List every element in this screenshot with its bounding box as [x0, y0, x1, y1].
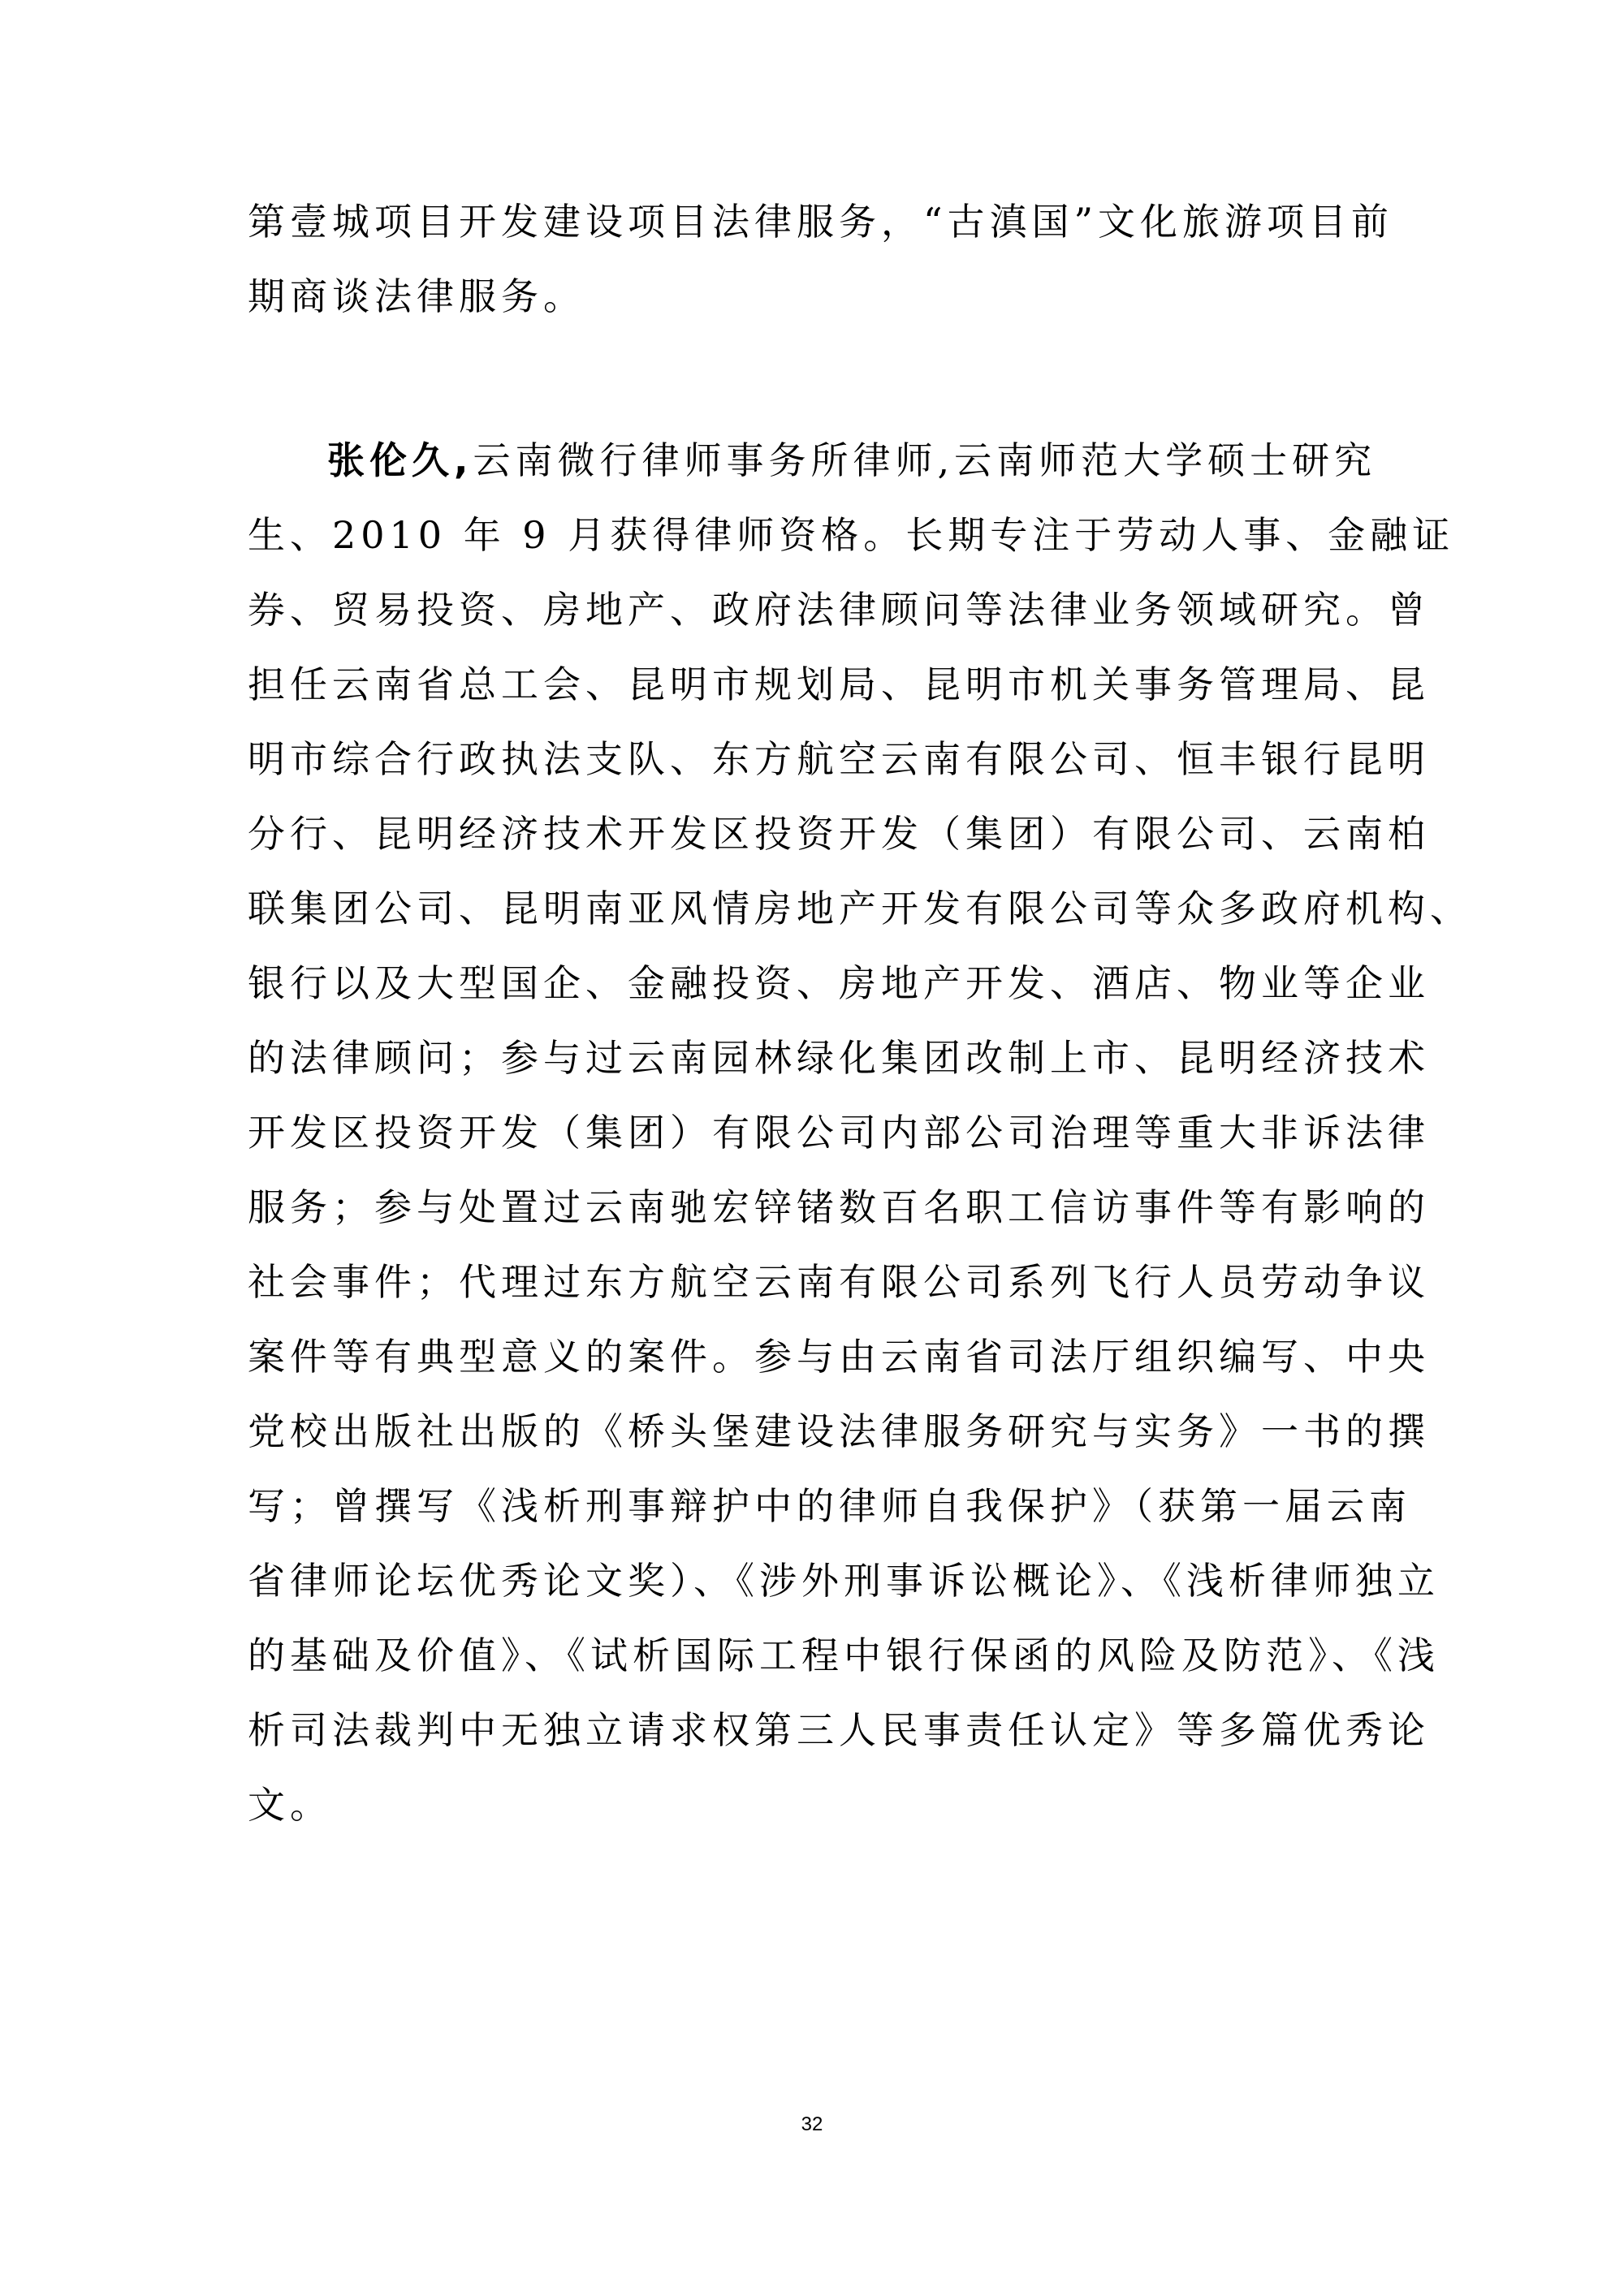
text-line: 的法律顾问；参与过云南园林绿化集团改制上市、昆明经济技术 — [248, 1036, 1430, 1080]
text-line: 券、贸易投资、房地产、政府法律顾问等法律业务领域研究。曾 — [248, 588, 1430, 632]
text-line: 析司法裁判中无独立请求权第三人民事责任认定》等多篇优秀论 — [248, 1708, 1430, 1752]
text-line: 省律师论坛优秀论文奖）、《涉外刑事诉讼概论》、《浅析律师独立 — [248, 1559, 1440, 1603]
text-line: 分行、昆明经济技术开发区投资开发（集团）有限公司、云南柏 — [248, 812, 1430, 856]
text-line: 案件等有典型意义的案件。参与由云南省司法厅组织编写、中央 — [248, 1335, 1430, 1379]
paragraph-continued — [248, 184, 1401, 334]
text-line-rest: 云南微行律师事务所律师,云南师范大学硕士研究 — [473, 438, 1377, 482]
text-line: 党校出版社出版的《桥头堡建设法律服务研究与实务》一书的撰 — [248, 1409, 1430, 1453]
lawyer-name: 张伦久, — [327, 438, 473, 482]
text-line: 明市综合行政执法支队、东方航空云南有限公司、恒丰银行昆明 — [248, 737, 1430, 781]
text-line: 开发区投资开发（集团）有限公司内部公司治理等重大非诉法律 — [248, 1111, 1430, 1154]
text-line: 担任云南省总工会、昆明市规划局、昆明市机关事务管理局、昆 — [248, 662, 1430, 706]
text-line: 服务；参与处置过云南驰宏锌锗数百名职工信访事件等有影响的 — [248, 1185, 1430, 1229]
text-line: 联集团公司、昆明南亚风情房地产开发有限公司等众多政府机构、 — [248, 887, 1472, 930]
text-line-first — [248, 423, 1401, 498]
paragraph-biography — [248, 423, 1472, 1842]
text-line: 的基础及价值》、《试析国际工程中银行保函的风险及防范》、《浅 — [248, 1634, 1440, 1677]
text-line: 社会事件；代理过东方航空云南有限公司系列飞行人员劳动争议 — [248, 1260, 1430, 1304]
text-line: 生、2010 年 9 月获得律师资格。长期专注于劳动人事、金融证 — [248, 513, 1455, 557]
text-line: 第壹城项目开发建设项目法律服务，“古滇国”文化旅游项目前 — [248, 200, 1394, 244]
page-number: 32 — [801, 2113, 823, 2135]
text-line: 期商谈法律服务。 — [248, 274, 585, 318]
text-line: 银行以及大型国企、金融投资、房地产开发、酒店、物业等企业 — [248, 961, 1430, 1005]
text-line: 文。 — [248, 1783, 332, 1827]
text-line: 写；曾撰写《浅析刑事辩护中的律师自我保护》（获第一届云南 — [248, 1484, 1411, 1528]
